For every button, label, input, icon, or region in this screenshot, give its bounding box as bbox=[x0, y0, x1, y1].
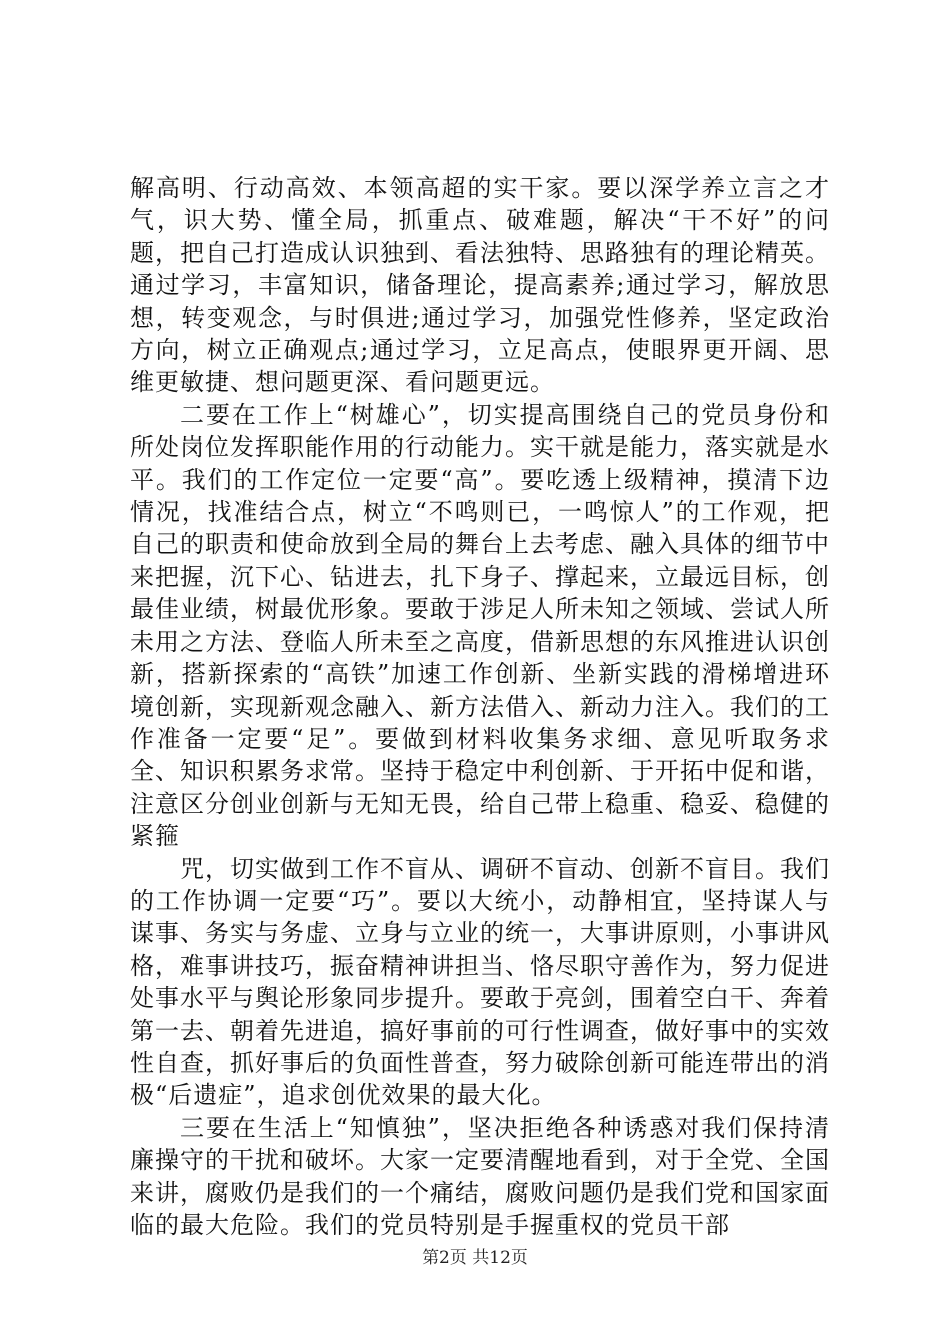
document-body bbox=[130, 172, 830, 1241]
paragraph-3: 咒，切实做到工作不盲从、调研不盲动、创新不盲目。我们的工作协调一定要“巧”。要以大统小，动静相宜，坚持谋人与谋事、务实与务虚、立身与立业的统一，大事讲原则，小事讲风格，难事讲技巧，振奋精神讲担当、恪尽职守善作为，努力促进处事水平与舆论形象同步提升。要敢于亮剑，围着空白干、奔着第一去、朝着先进追，搞好事前的可行性调查，做好事中的实效性自查，抓好事后的负面性普查，努力破除创新可能连带出的消极“后遗症”，追求创优效果的最大化。 bbox=[130, 854, 830, 1110]
paragraph-1: 解高明、行动高效、本领高超的实干家。要以深学养立言之才气，识大势、懂全局，抓重点、破难题，解决“干不好”的问题，把自己打造成认识独到、看法独特、思路独有的理论精英。通过学习，丰富知识，储备理论，提高素养;通过学习，解放思想，转变观念，与时俱进;通过学习，加强党性修养，坚定政治方向，树立正确观点;通过学习，立足高点，使眼界更开阔、思维更敏捷、想问题更深、看问题更远。 bbox=[130, 174, 830, 397]
page-number-footer: 第2页 共12页 bbox=[422, 1248, 528, 1268]
paragraph-2: 二要在工作上“树雄心”，切实提高围绕自己的党员身份和所处岗位发挥职能作用的行动能力。实干就是能力，落实就是水平。我们的工作定位一定要“高”。要吃透上级精神，摸清下边情况，找准结合点，树立“不鸣则已，一鸣惊人”的工作观，把自己的职责和使命放到全局的舞台上去考虑、融入具体的细节中来把握，沉下心、钻进去，扎下身子、撑起来，立最远目标，创最佳业绩，树最优形象。要敢于涉足人所未知之领域、尝试人所未用之方法、登临人所未至之高度，借新思想的东风推进认识创新，搭新探索的“高铁”加速工作创新、坐新实践的滑梯增进环境创新，实现新观念融入、新方法借入、新动力注入。我们的工作准备一定要“足”。要做到材料收集务求细、意见听取务求全、知识积累务求常。坚持于稳定中利创新、于开拓中促和谐，注意区分创业创新与无知无畏，给自己带上稳重、稳妥、稳健的紧箍 bbox=[130, 400, 830, 851]
paragraph-4: 三要在生活上“知慎独”，坚决拒绝各种诱惑对我们保持清廉操守的干扰和破坏。大家一定要清醒地看到，对于全党、全国来讲，腐败仍是我们的一个痛结，腐败问题仍是我们党和国家面临的最大危险。我们的党员特别是手握重权的党员干部 bbox=[130, 1113, 830, 1239]
